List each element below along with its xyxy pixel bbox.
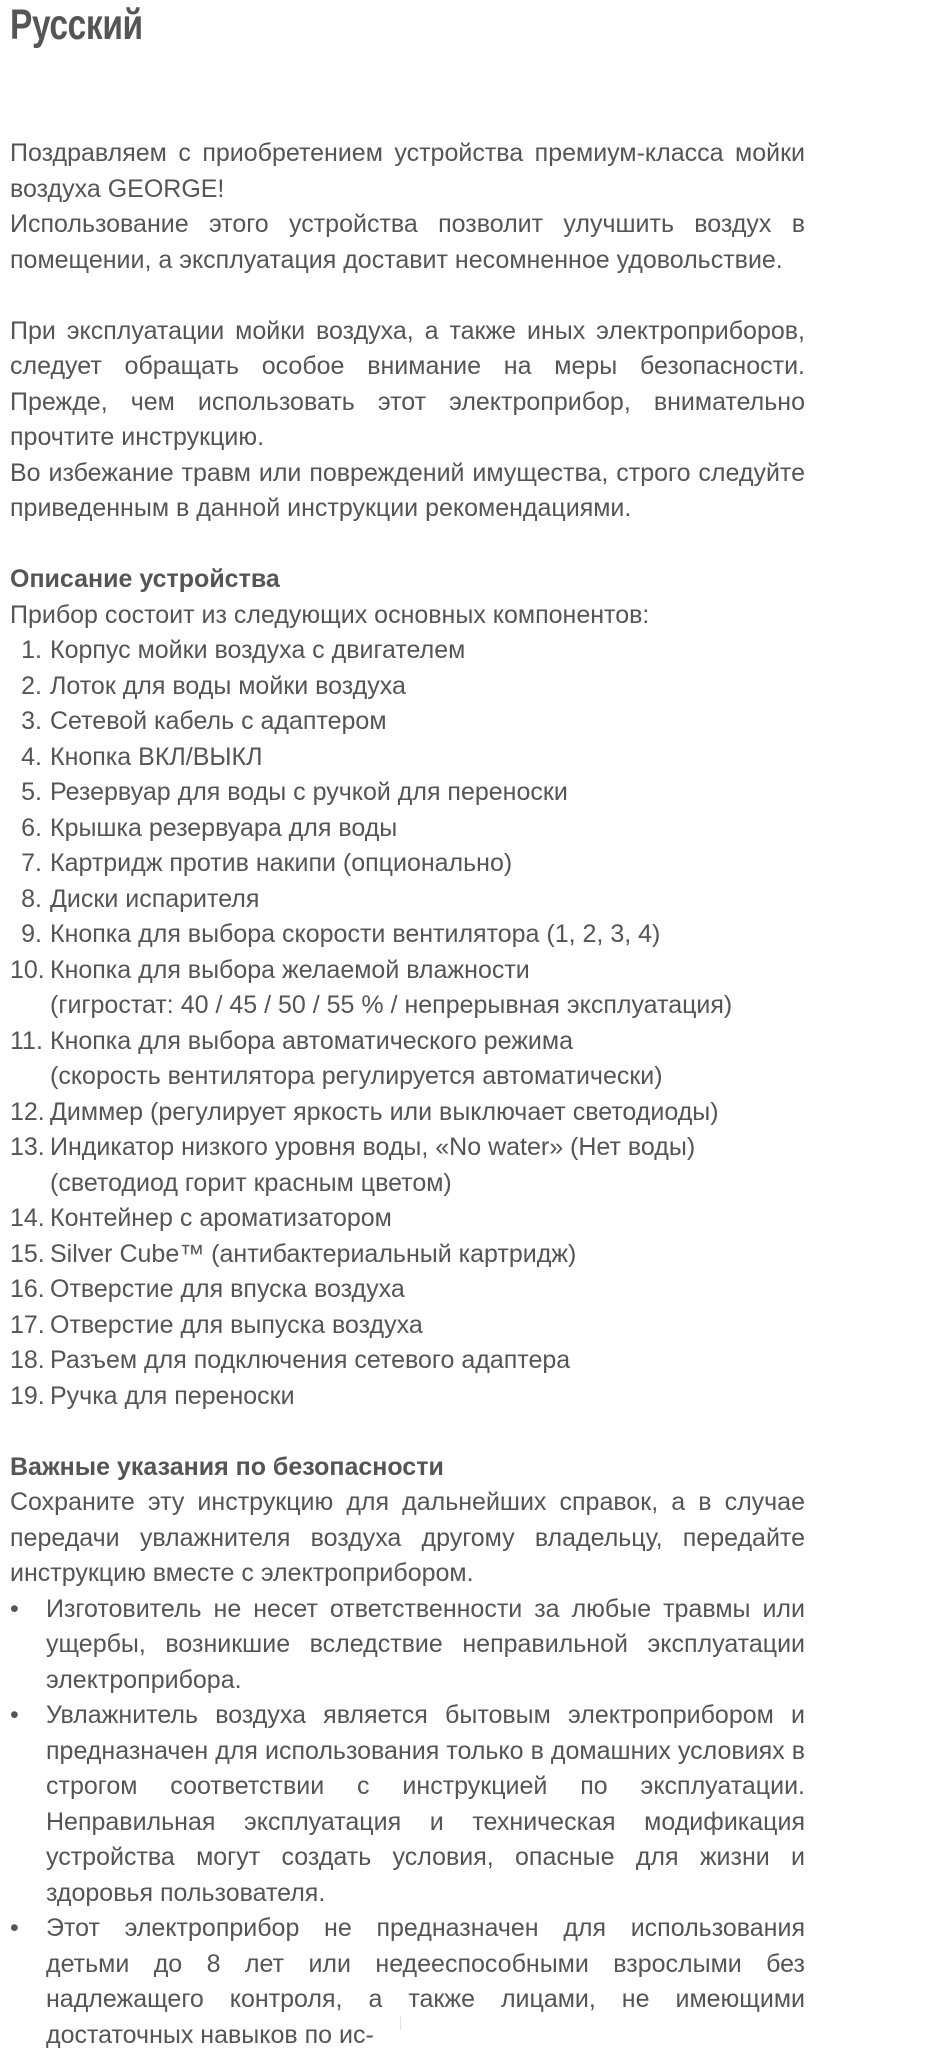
component-text: Резервуар для воды с ручкой для переноски bbox=[50, 778, 568, 806]
intro-paragraph-2: Использование этого устройства позволит улучшить воздух в помещении, а эксплуатация доставит несомненное удовольствие. bbox=[10, 207, 805, 278]
component-list-item bbox=[10, 1130, 805, 1201]
safety-bullet-text: Увлажнитель воздуха является бытовым электроприбором и предназначен для использования только в домашних условиях в строгом соответствии с инструкцией по эксплуатации. Неправильная эксплуатация и техническая модификация устройства могут создать условия, опасные для жизни и здоровья пользователя. bbox=[46, 1701, 805, 1907]
component-text: Крышка резервуара для воды bbox=[50, 814, 397, 842]
component-number: 18. bbox=[10, 1343, 42, 1379]
component-list-item bbox=[10, 633, 805, 669]
component-list-item bbox=[10, 846, 805, 882]
component-number: 2. bbox=[10, 669, 42, 705]
component-text: Кнопка для выбора желаемой влажности bbox=[50, 956, 530, 984]
component-list-item bbox=[10, 1201, 805, 1237]
component-list bbox=[10, 633, 805, 1414]
component-number: 1. bbox=[10, 633, 42, 669]
component-number: 4. bbox=[10, 740, 42, 776]
component-list-item bbox=[10, 1379, 805, 1415]
spacer bbox=[10, 1414, 805, 1450]
bullet-icon: • bbox=[10, 1911, 30, 1947]
component-number: 17. bbox=[10, 1308, 42, 1344]
component-number: 14. bbox=[10, 1201, 42, 1237]
component-number: 13. bbox=[10, 1130, 42, 1166]
component-list-item bbox=[10, 775, 805, 811]
intro-paragraph-1: Поздравляем с приобретением устройства премиум-класса мойки воздуха GEORGE! bbox=[10, 136, 805, 207]
safety-bullet-list bbox=[10, 1592, 805, 2053]
page-number-mark bbox=[400, 2016, 401, 2030]
component-list-item bbox=[10, 740, 805, 776]
component-text: Картридж против накипи (опционально) bbox=[50, 849, 512, 877]
component-number: 6. bbox=[10, 811, 42, 847]
safety-bullet-item bbox=[10, 1698, 805, 1911]
bullet-icon: • bbox=[10, 1592, 30, 1628]
bullet-icon: • bbox=[10, 1698, 30, 1734]
component-list-item bbox=[10, 882, 805, 918]
component-list-item bbox=[10, 1343, 805, 1379]
component-subtext: (светодиод горит красным цветом) bbox=[50, 1169, 452, 1197]
component-list-item bbox=[10, 1308, 805, 1344]
safety-bullet-text: Этот электроприбор не предназначен для использования детьми до 8 лет или недееспособными взрослыми без надлежащего контроля, а также лицами, не имеющими достаточных навыков по ис- bbox=[46, 1914, 805, 2049]
component-number: 15. bbox=[10, 1237, 42, 1273]
component-list-item bbox=[10, 1237, 805, 1273]
component-list-item bbox=[10, 811, 805, 847]
safety-bullet-item bbox=[10, 1592, 805, 1699]
component-number: 8. bbox=[10, 882, 42, 918]
intro-paragraph-4: Во избежание травм или повреждений имущества, строго следуйте приведенным в данной инструкции рекомендациями. bbox=[10, 456, 805, 527]
component-text: Индикатор низкого уровня воды, «No water» (Нет воды) bbox=[50, 1133, 695, 1161]
component-list-item bbox=[10, 917, 805, 953]
component-text: Корпус мойки воздуха с двигателем bbox=[50, 636, 465, 664]
component-list-item bbox=[10, 953, 805, 1024]
component-text: Кнопка для выбора автоматического режима bbox=[50, 1027, 573, 1055]
component-number: 19. bbox=[10, 1379, 42, 1415]
component-number: 3. bbox=[10, 704, 42, 740]
component-list-item bbox=[10, 704, 805, 740]
component-text: Отверстие для впуска воздуха bbox=[50, 1275, 405, 1303]
component-number: 9. bbox=[10, 917, 42, 953]
component-text: Контейнер с ароматизатором bbox=[50, 1204, 392, 1232]
component-number: 16. bbox=[10, 1272, 42, 1308]
component-number: 12. bbox=[10, 1095, 42, 1131]
component-text: Сетевой кабель с адаптером bbox=[50, 707, 387, 735]
component-text: Ручка для переноски bbox=[50, 1382, 295, 1410]
component-text: Разъем для подключения сетевого адаптера bbox=[50, 1346, 570, 1374]
language-title: Русский bbox=[10, 0, 143, 50]
component-text: Кнопка ВКЛ/ВЫКЛ bbox=[50, 743, 263, 771]
component-number: 5. bbox=[10, 775, 42, 811]
safety-heading: Важные указания по безопасности bbox=[10, 1450, 805, 1486]
component-list-item bbox=[10, 1272, 805, 1308]
manual-content bbox=[10, 136, 805, 2053]
spacer bbox=[10, 527, 805, 563]
component-number: 7. bbox=[10, 846, 42, 882]
safety-lead: Сохраните эту инструкцию для дальнейших справок, а в случае передачи увлажнителя воздуха другому владельцу, передайте инструкцию вместе с электроприбором. bbox=[10, 1485, 805, 1592]
component-text: Кнопка для выбора скорости вентилятора (1, 2, 3, 4) bbox=[50, 920, 660, 948]
component-subtext: (гигростат: 40 / 45 / 50 / 55 % / непрерывная эксплуатация) bbox=[50, 991, 732, 1019]
component-list-item bbox=[10, 1024, 805, 1095]
safety-bullet-text: Изготовитель не несет ответственности за любые травмы или ущербы, возникшие вследствие неправильной эксплуатации электроприбора. bbox=[46, 1595, 805, 1694]
device-description-section bbox=[10, 562, 805, 1414]
device-description-lead: Прибор состоит из следующих основных компонентов: bbox=[10, 598, 805, 634]
component-text: Лоток для воды мойки воздуха bbox=[50, 672, 406, 700]
component-text: Silver Cube™ (антибактериальный картридж) bbox=[50, 1240, 576, 1268]
component-number: 10. bbox=[10, 953, 42, 989]
intro-paragraph-3: При эксплуатации мойки воздуха, а также иных электроприборов, следует обращать особое внимание на меры безопасности. Прежде, чем использовать этот электроприбор, внимательно прочтите инструкцию. bbox=[10, 314, 805, 456]
component-text: Диммер (регулирует яркость или выключает светодиоды) bbox=[50, 1098, 719, 1126]
component-list-item bbox=[10, 1095, 805, 1131]
device-description-heading: Описание устройства bbox=[10, 562, 805, 598]
spacer bbox=[10, 278, 805, 314]
component-list-item bbox=[10, 669, 805, 705]
component-number: 11. bbox=[10, 1024, 42, 1060]
safety-section bbox=[10, 1450, 805, 2053]
safety-bullet-item bbox=[10, 1911, 805, 2053]
component-text: Диски испарителя bbox=[50, 885, 259, 913]
component-subtext: (скорость вентилятора регулируется автоматически) bbox=[50, 1062, 663, 1090]
component-text: Отверстие для выпуска воздуха bbox=[50, 1311, 423, 1339]
